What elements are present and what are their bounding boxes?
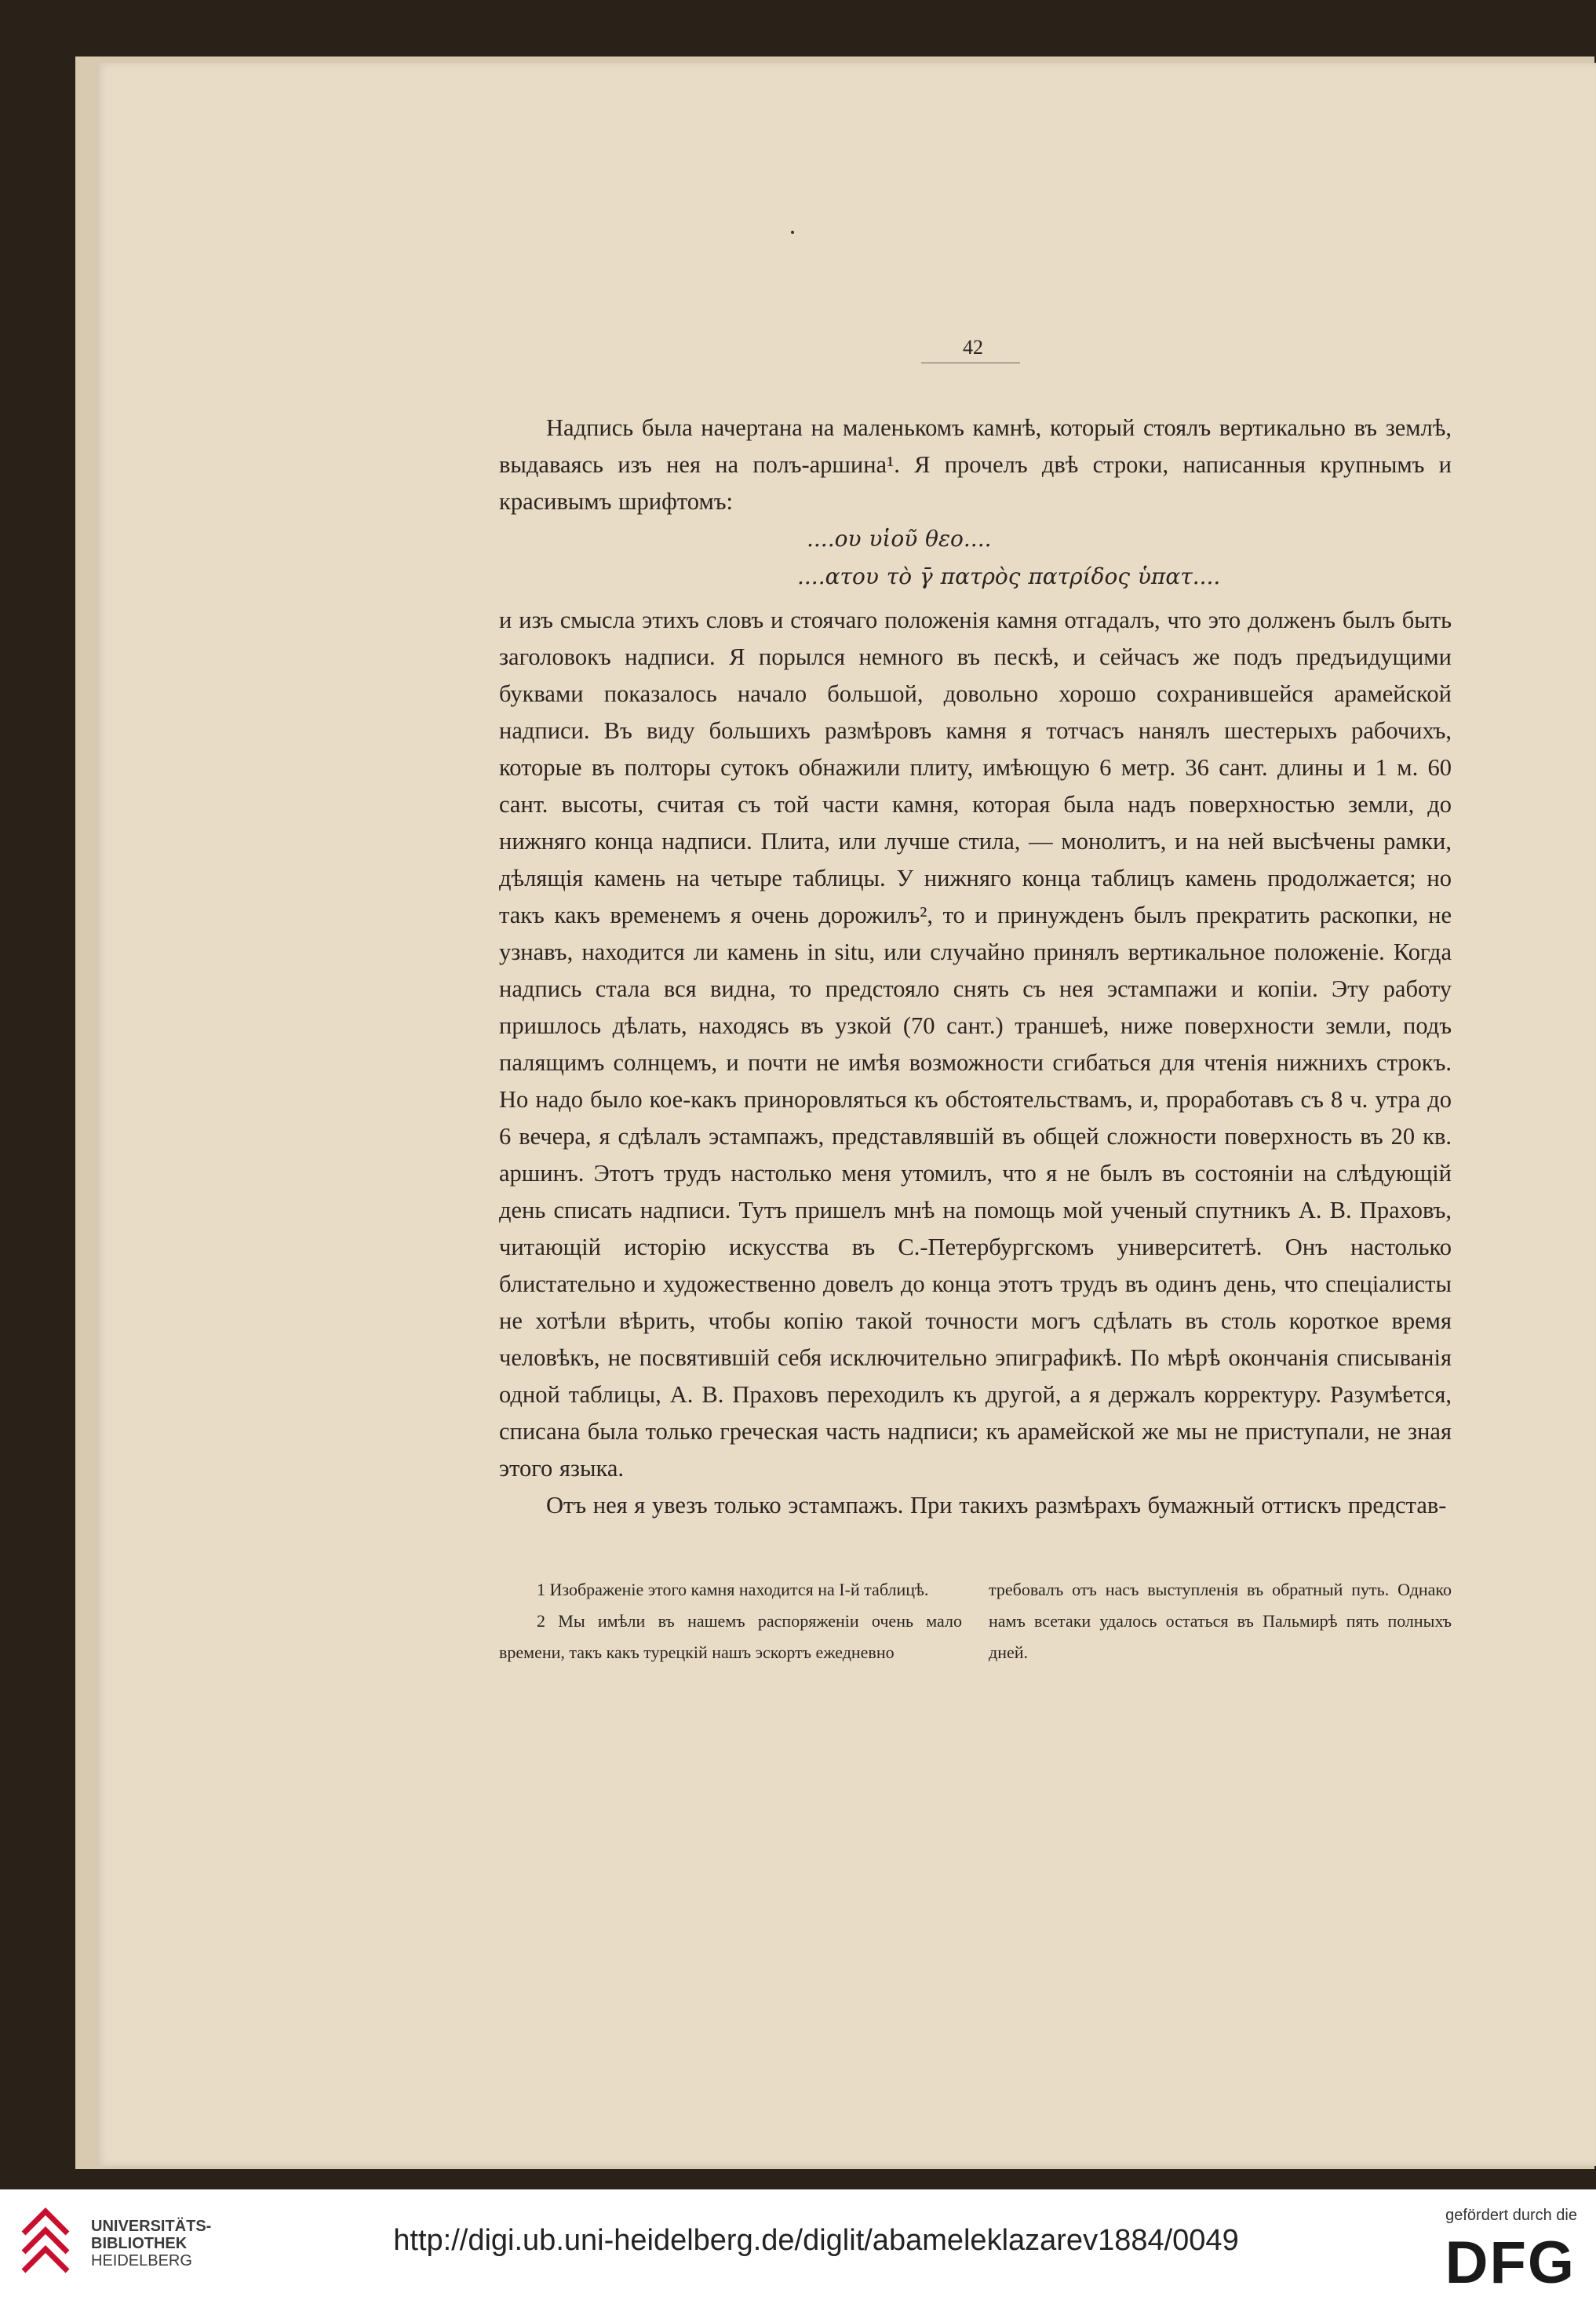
greek-inscription-line-2: ....ατου τὸ γ̄ πατρὸς πατρίδος ὑπατ.... — [797, 563, 1221, 589]
greek-inscription-line-1: ....ου υἱοῦ θεο.... — [807, 526, 992, 552]
paragraph-3: Отъ нея я увезъ только эстампажъ. При такихъ размѣрахъ бумажный оттискъ представ- — [546, 1492, 1447, 1518]
footnotes-right-column — [989, 1574, 1452, 1668]
library-name-line-1: UNIVERSITÄTS- — [91, 2218, 212, 2235]
footnote-1: 1 Изображеніе этого камня находится на I-й таблицѣ. — [537, 1580, 929, 1599]
library-name-line-2: BIBLIOTHEK — [91, 2235, 188, 2252]
library-name — [91, 2218, 211, 2269]
funding-label: gefördert durch die — [1445, 2207, 1577, 2224]
library-name-line-3: HEIDELBERG — [91, 2252, 192, 2269]
permalink-url[interactable]: http://digi.ub.uni-heidelberg.de/diglit/abameleklazarev1884/0049 — [393, 2224, 1239, 2257]
footnote-2-continued: требовалъ отъ насъ выступленія въ обратный путь. Однако намъ всетаки удалось остаться въ Пальмирѣ пять полныхъ дней. — [989, 1580, 1452, 1662]
page-speck — [791, 231, 794, 234]
footnotes-left-column — [499, 1574, 962, 1668]
paragraph-2: и изъ смысла этихъ словъ и стоячаго положенія камня отгадалъ, что это долженъ былъ быть заголовокъ надписи. Я порылся немного въ пескѣ, и сейчасъ же подъ предъидущими буквами показалось начало большой, довольно хорошо сохранившейся арамейской надписи. Въ виду большихъ размѣровъ камня я тотчасъ нанялъ шестерыхъ рабочихъ, которые въ полторы сутокъ обнажили плиту, имѣющую 6 метр. 36 сант. длины и 1 м. 60 сант. высоты, считая съ той части камня, которая была надъ поверхностью земли, до нижняго конца надписи. Плита, или лучше стила, — монолитъ, и на ней высѣчены рамки, дѣлящія камень на четыре таблицы. У нижняго конца таблицъ камень продолжается; но такъ какъ временемъ я очень дорожилъ², то и принужденъ былъ прекратить раскопки, не узнавъ, находится ли камень in situ, или случайно принялъ вертикальное положеніе. Когда надпись стала вся видна, то предстояло снять съ нея эстампажи и копіи. Эту работу пришлось дѣлать, находясь въ узкой (70 сант.) траншеѣ, ниже поверхности земли, подъ палящимъ солнцемъ, и почти не имѣя возможности сгибаться для чтенія нижнихъ строкъ. Но надо было кое-какъ приноровляться къ обстоятельствамъ, и, проработавъ съ 8 ч. утра до 6 вечера, я сдѣлалъ эстампажъ, представлявшій въ общей сложности поверхность въ 20 кв. аршинъ. Этотъ трудъ настолько меня утомилъ, что я не былъ въ состояніи на слѣдующій день списать надписи. Тутъ пришелъ мнѣ на помощь мой ученый спутникъ А. В. Праховъ, читающій исторію искусства въ С.-Петербургскомъ университетѣ. Онъ настолько блистательно и художественно довелъ до конца этотъ трудъ въ одинъ день, что спеціалисты не хотѣли вѣрить, чтобы копію такой точности могъ сдѣлать въ столь короткое время человѣкъ, не посвятившій себя исключительно эпиграфикѣ. По мѣрѣ окончанія списыванія одной таблицы, А. В. Праховъ переходилъ къ другой, а я держалъ корректуру. Разумѣется, списана была только греческая часть надписи; къ арамейской же мы не приступали, не зная этого языка. — [499, 607, 1452, 1482]
library-logo-icon — [17, 2205, 74, 2291]
dfg-logo: DFG — [1445, 2229, 1576, 2296]
footnote-2: 2 Мы имѣли въ нашемъ распоряженіи очень мало времени, такъ какъ турецкій нашъ эскортъ ежедневно — [499, 1611, 962, 1662]
page-number: 42 — [963, 336, 983, 359]
footnotes — [499, 1574, 1452, 1668]
paragraph-1: Надпись была начертана на маленькомъ камнѣ, который стоялъ вертикально въ землѣ, выдаваясь изъ нея на полъ-аршина¹. Я прочелъ двѣ строки, написанныя крупнымъ и красивымъ шрифтомъ: — [499, 414, 1452, 515]
main-text — [499, 410, 1452, 1524]
